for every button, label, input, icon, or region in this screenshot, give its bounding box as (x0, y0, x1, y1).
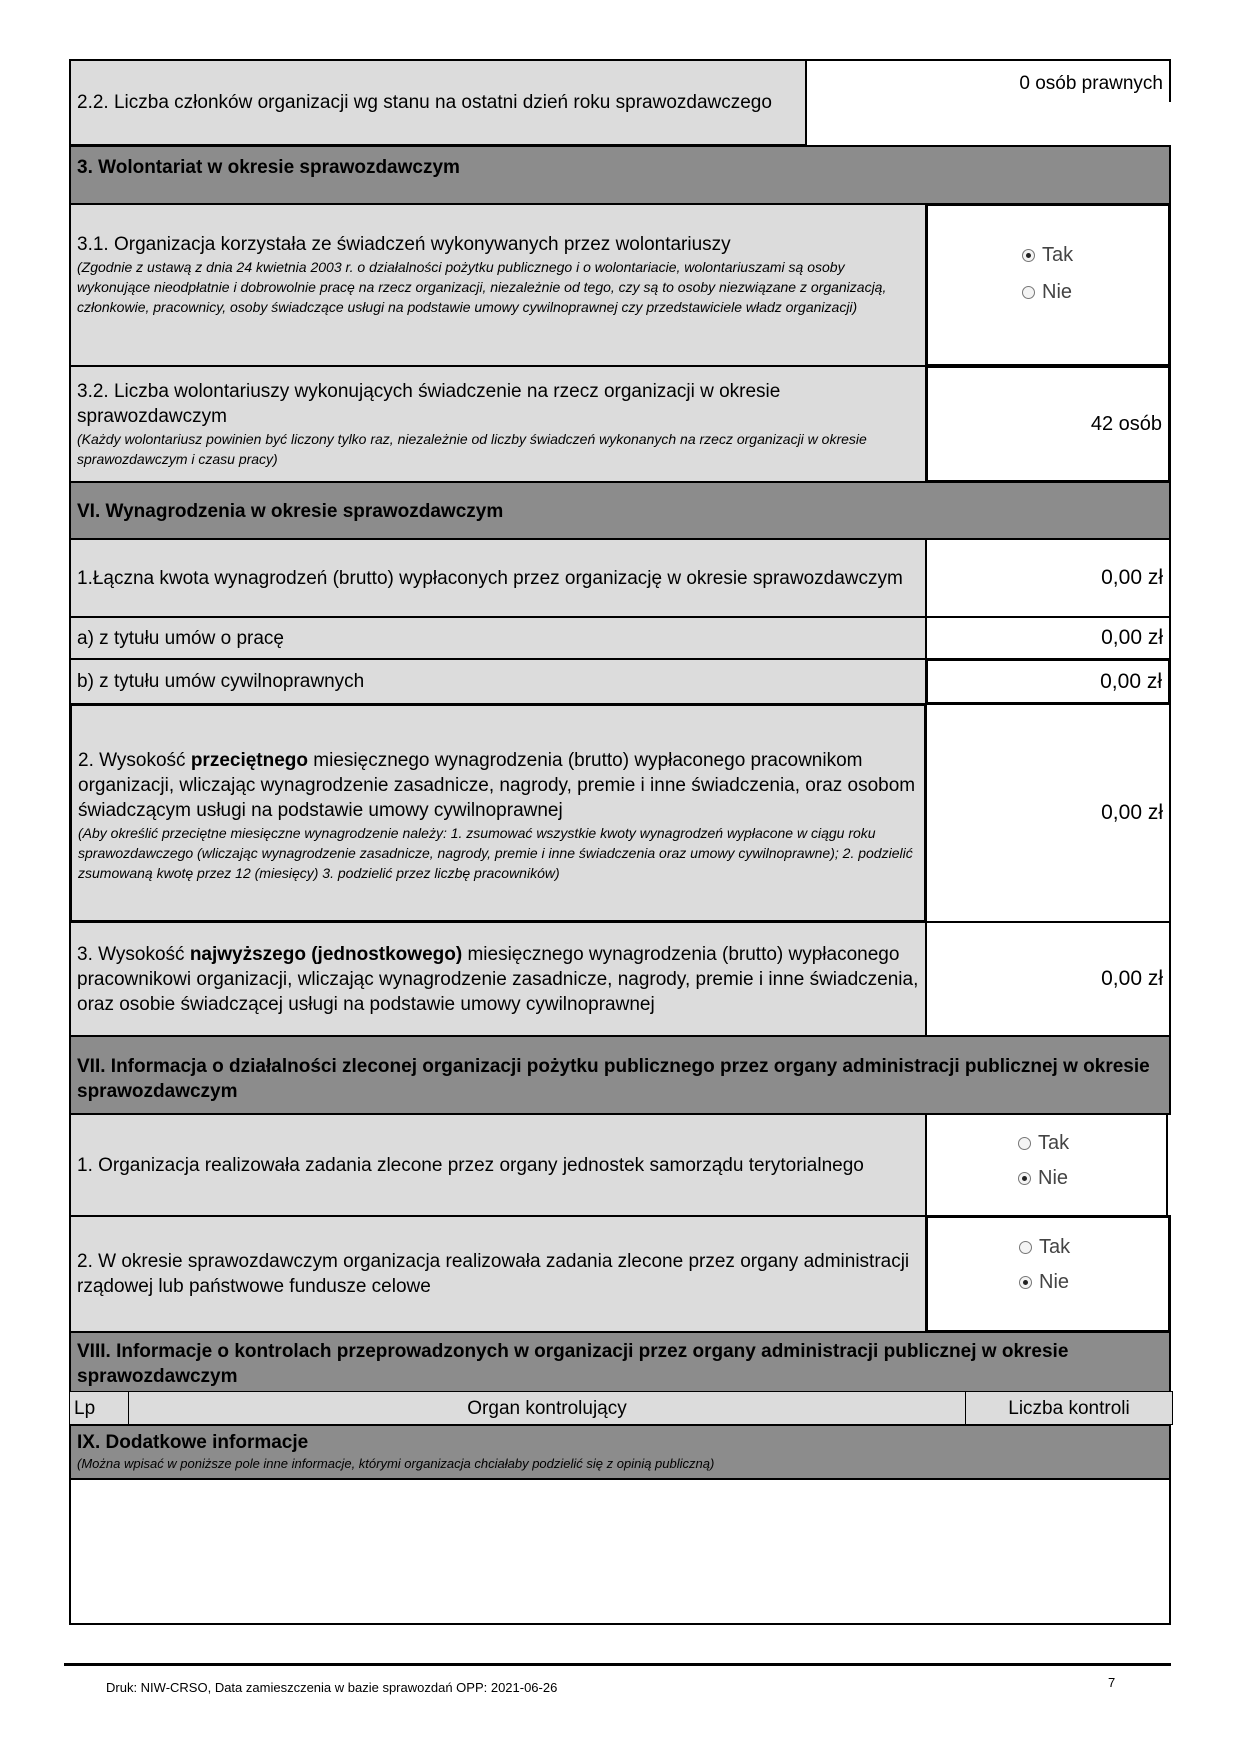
average-salary-question-bold: przeciętnego (190, 750, 309, 771)
radio-option-nie[interactable] (1019, 1271, 1069, 1294)
highest-salary-label (69, 921, 927, 1037)
section-9-title: IX. Dodatkowe informacje (77, 1432, 309, 1453)
volunteers-used-note: (Zgodnie z ustawą z dnia 24 kwietnia 2003 r. o działalności pożytku publicznego i o wolontariacie, wolontariuszami są osoby wykonujące nieodpłatnie i dobrowolnie pracę na rzecz organizacji, niezależnie od tego, czy są to osoby niezwiązane z organizacją, członkowie, pracownicy, osoby świadczące usługi na podstawie umowy cywilnoprawnej czy przedstawiciele władz organizacji) (77, 259, 887, 315)
section-6-title: VI. Wynagrodzenia w okresie sprawozdawczym (77, 501, 504, 522)
highest-salary-value[interactable] (925, 921, 1171, 1037)
average-salary-value[interactable] (925, 703, 1171, 923)
volunteers-used-question: 3.1. Organizacja korzystała ze świadczeń wykonywanych przez wolontariuszy (77, 234, 731, 255)
section-9-note: (Można wpisać w poniższe pole inne informacje, którymi organizacja chciałaby podzielić się z opinią publiczną) (77, 1456, 715, 1471)
average-salary-question-pre: 2. Wysokość (78, 750, 191, 771)
controls-col-lp-text: Lp (74, 1397, 96, 1419)
controls-col-lp (69, 1391, 129, 1425)
civil-contracts-value[interactable] (925, 658, 1171, 705)
radio-label-nie: Nie (1038, 1167, 1069, 1189)
average-salary-question-post: miesięcznego wynagrodzenia (brutto) wypłaconego pracownikom organizacji, wliczając wynagrodzenie zasadnicze, nagrody, premie i inne świadczenia, oraz osobom świadczącym usługi na podstawie umowy cywilnoprawnej (78, 750, 916, 821)
radio-label-nie: Nie (1039, 1271, 1070, 1293)
section-7-title: VII. Informacja o działalności zleconej organizacji pożytku publicznego przez organy administracji publicznej w okresie sprawozdawczym (77, 1056, 1150, 1102)
members-count-value[interactable] (805, 59, 1171, 104)
civil-contracts-label-text: b) z tytułu umów cywilnoprawnych (77, 671, 365, 692)
page-number (1108, 1675, 1115, 1690)
radio-label-tak: Tak (1042, 244, 1074, 266)
members-count-value-text: 0 osób prawnych (1019, 73, 1163, 94)
controls-col-count (965, 1391, 1173, 1425)
employment-contracts-value-text: 0,00 zł (1101, 626, 1163, 649)
highest-salary-question (77, 942, 919, 1017)
local-gov-tasks-answer (925, 1113, 1168, 1217)
radio-button-icon[interactable] (1019, 1241, 1032, 1254)
highest-salary-question-bold: najwyższego (jednostkowego) (189, 943, 463, 965)
radio-option-tak[interactable] (1019, 1236, 1070, 1259)
footer-print-info-text: Druk: NIW-CRSO, Data zamieszczenia w bazie sprawozdań OPP: 2021-06-26 (106, 1680, 558, 1695)
controls-col-count-text: Liczba kontroli (1008, 1397, 1130, 1419)
page-number-text: 7 (1108, 1675, 1116, 1690)
volunteer-count-value-text: 42 osób (1090, 412, 1162, 435)
members-count-label-text: 2.2. Liczba członków organizacji wg stanu na ostatni dzień roku sprawozdawczego (77, 92, 772, 113)
employment-contracts-label-text: a) z tytułu umów o pracę (77, 627, 284, 649)
section-6-header (69, 481, 1171, 540)
radio-label-tak: Tak (1038, 1132, 1070, 1154)
members-count-label (69, 59, 807, 146)
volunteer-count-value[interactable] (925, 365, 1171, 483)
controls-col-organ-text: Organ kontrolujący (467, 1397, 627, 1419)
civil-contracts-value-text: 0,00 zł (1100, 669, 1162, 693)
state-gov-tasks-answer (925, 1215, 1171, 1333)
average-salary-question (78, 748, 918, 823)
section-8-header (69, 1331, 1171, 1393)
radio-label-tak: Tak (1039, 1236, 1071, 1258)
employment-contracts-label (69, 616, 927, 660)
radio-button-icon[interactable] (1018, 1172, 1031, 1185)
total-salaries-label (69, 538, 927, 618)
radio-button-icon[interactable] (1022, 286, 1035, 299)
volunteers-used-answer (925, 203, 1171, 367)
average-salary-value-text: 0,00 zł (1101, 801, 1163, 824)
section-8-title: VIII. Informacje o kontrolach przeprowadzonych w organizacji przez organy administracji publicznej w okresie sprawozdawczym (77, 1341, 1069, 1387)
additional-info-field[interactable] (69, 1478, 1171, 1625)
volunteers-used-label (69, 203, 927, 367)
average-salary-note: (Aby określić przeciętne miesięczne wynagrodzenie należy: 1. zsumować wszystkie kwoty wynagrodzeń wypłacone w ciągu roku sprawozdawczego (wliczając wynagrodzenie zasadnicze, nagrody, premie i inne świadczenia oraz umowy cywilnoprawne); 2. podzielić zsumowaną kwotę przez 12 (miesięcy) 3. podzielić przez liczbę pracowników) (78, 825, 913, 881)
footer-print-info (106, 1680, 557, 1695)
highest-salary-question-pre: 3. Wysokość (77, 943, 190, 965)
volunteer-count-note: (Każdy wolontariusz powinien być liczony tylko raz, niezależnie od liczby świadczeń wykonanych na rzecz organizacji w okresie sprawozdawczym i czasu pracy) (77, 431, 867, 467)
state-gov-tasks-label (69, 1215, 927, 1333)
radio-button-icon[interactable] (1022, 249, 1035, 262)
radio-option-tak[interactable] (1018, 1132, 1069, 1155)
total-salaries-label-text: 1.Łączna kwota wynagrodzeń (brutto) wypłaconych przez organizację w okresie sprawozdawczym (77, 567, 903, 589)
state-gov-tasks-label-text: 2. W okresie sprawozdawczym organizacja realizowała zadania zlecone przez organy administracji rządowej lub państwowe fundusze celowe (77, 1251, 910, 1297)
total-salaries-value-text: 0,00 zł (1101, 566, 1163, 589)
section-3-title: 3. Wolontariat w okresie sprawozdawczym (77, 157, 460, 178)
radio-option-nie[interactable] (1018, 1167, 1068, 1190)
radio-option-nie[interactable] (1022, 281, 1072, 304)
section-7-header (69, 1035, 1171, 1115)
section-9-header (69, 1424, 1171, 1480)
volunteer-count-label (69, 365, 927, 483)
section-3-header (69, 145, 1171, 205)
local-gov-tasks-label-text: 1. Organizacja realizowała zadania zlecone przez organy jednostek samorządu terytorialnego (77, 1154, 864, 1176)
average-salary-label (69, 703, 927, 923)
radio-label-nie: Nie (1042, 281, 1073, 303)
civil-contracts-label (69, 658, 927, 705)
controls-col-organ (128, 1391, 966, 1425)
total-salaries-value[interactable] (925, 538, 1171, 618)
local-gov-tasks-label (69, 1113, 927, 1217)
highest-salary-value-text: 0,00 zł (1101, 967, 1163, 990)
volunteer-count-question: 3.2. Liczba wolontariuszy wykonujących świadczenie na rzecz organizacji w okresie sprawozdawczym (77, 381, 781, 427)
footer-rule (64, 1663, 1171, 1666)
radio-option-tak[interactable] (1022, 244, 1073, 267)
highest-salary-question-post: miesięcznego wynagrodzenia (brutto) wypłaconego pracownikowi organizacji, wliczając wynagrodzenie zasadnicze, nagrody, premie i inne świadczenia, oraz osobie świadczącej usługi na podstawie umowy cywilnoprawnej (77, 943, 919, 1015)
employment-contracts-value[interactable] (925, 616, 1171, 660)
radio-button-icon[interactable] (1018, 1137, 1031, 1150)
radio-button-icon[interactable] (1019, 1276, 1032, 1289)
members-count-value-2[interactable] (805, 102, 1171, 146)
